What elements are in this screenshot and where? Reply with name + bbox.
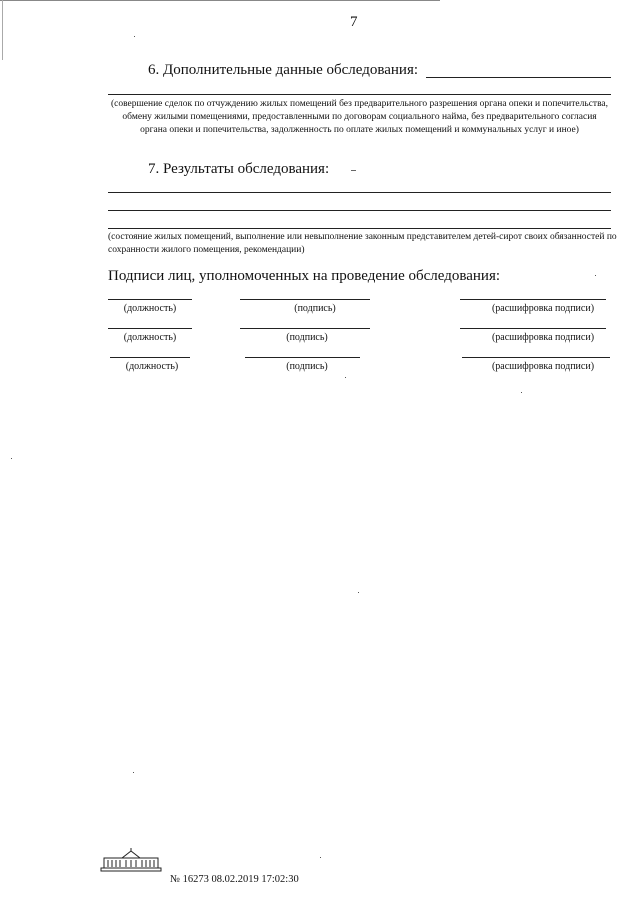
signature-label: (подпись) (286, 361, 328, 372)
signature-line (245, 357, 360, 358)
position-label: (должность) (123, 332, 177, 343)
building-stamp-icon (100, 848, 162, 872)
signature-label: (подпись) (294, 303, 336, 314)
section-7-heading: 7. Результаты обследования: (148, 161, 330, 177)
section-6-line (108, 94, 611, 95)
position-label: (должность) (123, 303, 177, 314)
page-number: 7 (350, 14, 358, 30)
scan-speck (320, 857, 321, 858)
scan-speck (521, 392, 522, 393)
section-7-line-2 (108, 210, 611, 211)
scan-speck (11, 458, 12, 459)
decoding-line (462, 357, 610, 358)
scan-speck (595, 275, 596, 276)
signature-line (240, 299, 370, 300)
decoding-line (460, 328, 606, 329)
decoding-line (460, 299, 606, 300)
scan-speck (133, 772, 134, 773)
scan-speck (134, 36, 135, 37)
scan-speck (358, 592, 359, 593)
top-border-rule (0, 0, 440, 1)
decoding-label: (расшифровка подписи) (491, 361, 595, 372)
section-7-note: (состояние жилых помещений, выполнение или невыполнение законным представителем детей-сирот своих обязанностей по сохранности жилого помещения, рекомендации) (108, 232, 617, 255)
position-line (108, 328, 192, 329)
scan-edge-mark (2, 0, 3, 60)
section-6-fill-line (426, 77, 611, 78)
decoding-label: (расшифровка подписи) (491, 303, 595, 314)
section-6-note: (совершение сделок по отчуждению жилых помещений без предварительного разрешения органа опеки и попечительства, обмену жилыми помещениями, предоставленными по договорам социального найма, без предварительного согласия органа опеки и попечительства, задолженность по оплате жилых помещений и коммунальных услуг и иное) (110, 99, 609, 135)
section-6-heading: 6. Дополнительные данные обследования: (148, 62, 419, 78)
section-7-line-3 (108, 228, 611, 229)
scan-speck (345, 377, 346, 378)
position-line (108, 299, 192, 300)
scan-mark (351, 170, 356, 171)
registration-stamp-text: № 16273 08.02.2019 17:02:30 (170, 874, 299, 885)
signature-label: (подпись) (286, 332, 328, 343)
position-line (110, 357, 190, 358)
signatures-heading: Подписи лиц, уполномоченных на проведение обследования: (108, 268, 501, 284)
decoding-label: (расшифровка подписи) (491, 332, 595, 343)
section-7-line-1 (108, 192, 611, 193)
signature-line (240, 328, 370, 329)
position-label: (должность) (125, 361, 179, 372)
